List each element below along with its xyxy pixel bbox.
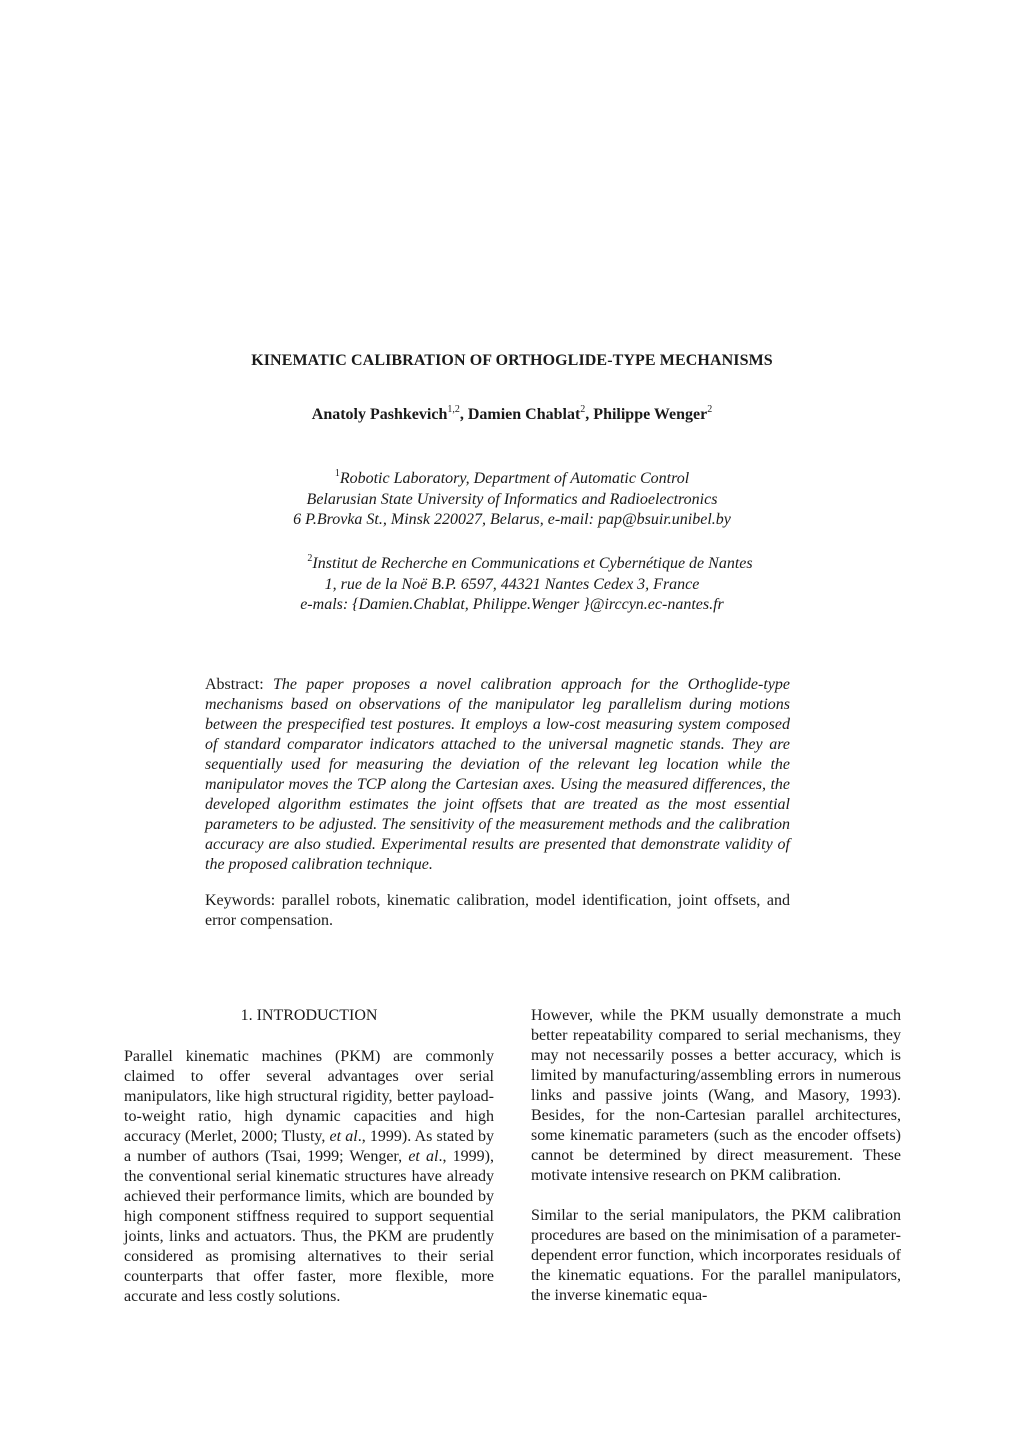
- body-paragraph: Similar to the serial manipulators, the PKM calibration procedures are based on the minimisation of a parameter-dependent error function, which incorporates residuals of the kinematic equations. For the parallel manipulators, the inverse kinematic equa-: [531, 1207, 901, 1304]
- body-paragraph: [124, 1047, 494, 1307]
- section-heading: 1. INTRODUCTION: [240, 1007, 378, 1024]
- body-paragraph: However, while the PKM usually demonstrate a much better repeatability compared to serial mechanisms, they may not necessarily posses a better accuracy, which is limited by manufacturing/assembling errors in numerous links and passive joints (Wang, and Masory, 1993). Besides, for the non-Cartesian parallel architectures, some kinematic parameters (such as the encoder offsets) cannot be determined by direct measurement. These motivate intensive research on PKM calibration.: [531, 1007, 901, 1184]
- abstract-text: The paper proposes a novel calibration approach for the Orthoglide-type mechanisms based on observations of the manipulator leg parallelism during motions between the prespecified test postures. It employs a low-cost measuring system composed of standard comparator indicators attached to the universal magnetic stands. They are sequentially used for measuring the deviation of the relevant leg location while the manipulator moves the TCP along the Cartesian axes. Using the measured differences, the developed algorithm estimates the joint offsets that are treated as the most essential parameters to be adjusted. The sensitivity of the measurement methods and the calibration accuracy are also studied. Experimental results are presented that demonstrate validity of the proposed calibration technique.: [205, 676, 791, 873]
- affiliation-2: [0, 549, 1024, 616]
- keywords-text: parallel robots, kinematic calibration, model identification, joint offsets, and error compensation.: [205, 892, 790, 929]
- author-affiliation-mark: 2: [707, 404, 713, 415]
- author-affiliation-mark: 1,2: [447, 404, 460, 415]
- paragraph-text: ., 1999), the conventional serial kinematic structures have already achieved their performance limits, which are bounded by high component stiffness required to support sequential joints, links and actuators. Thus, the PKM are prudently considered as promising alternatives to their serial counterparts that offer faster, more flexible, more accurate and less costly solutions.: [124, 1148, 495, 1305]
- affiliation-line: 1, rue de la Noë B.P. 6597, 44321 Nantes Cedex 3, France: [324, 575, 700, 593]
- author-list: [0, 404, 1024, 424]
- right-column: [531, 1006, 901, 1306]
- affiliation-line: Institut de Recherche en Communications et Cybernétique de Nantes: [312, 555, 753, 572]
- affiliation-line: Belarusian State University of Informatics and Radioelectronics: [306, 490, 718, 508]
- left-column: [124, 1006, 494, 1307]
- author-name: Philippe Wenger: [593, 406, 708, 423]
- abstract: [205, 675, 790, 875]
- affiliation-mark: 2: [307, 553, 313, 564]
- paper-title: KINEMATIC CALIBRATION OF ORTHOGLIDE-TYPE MECHANISMS: [251, 352, 773, 369]
- keywords-label: Keywords:: [205, 892, 282, 909]
- abstract-label: Abstract:: [205, 676, 273, 693]
- affiliation-1: [0, 464, 1024, 531]
- author-affiliation-mark: 2: [580, 404, 586, 415]
- affiliation-line: 6 P.Brovka St., Minsk 220027, Belarus, e-mail: pap@bsuir.unibel.by: [293, 511, 731, 528]
- affiliation-line: Robotic Laboratory, Department of Automatic Control: [339, 470, 690, 487]
- paragraph-text: ., 1999). As stated by a number of authors (Tsai, 1999; Wenger,: [124, 1128, 495, 1165]
- paragraph-text: Parallel kinematic machines (PKM) are commonly claimed to offer several advantages over serial manipulators, like high structural rigidity, better payload-to-weight ratio, high dynamic capacities and high accuracy (Merlet, 2000; Tlusty,: [124, 1048, 494, 1145]
- affiliation-line: e-mals: {Damien.Chablat, Philippe.Wenger }@irccyn.ec-nantes.fr: [300, 596, 724, 613]
- author-name: Anatoly Pashkevich: [311, 406, 448, 423]
- affiliation-mark: 1: [334, 468, 340, 479]
- author-separator: ,: [459, 406, 468, 423]
- citation-et-al: et al: [329, 1128, 358, 1145]
- author-name: Damien Chablat: [467, 406, 581, 423]
- keywords: [205, 891, 790, 931]
- author-separator: ,: [585, 406, 594, 423]
- citation-et-al: et al: [408, 1148, 439, 1165]
